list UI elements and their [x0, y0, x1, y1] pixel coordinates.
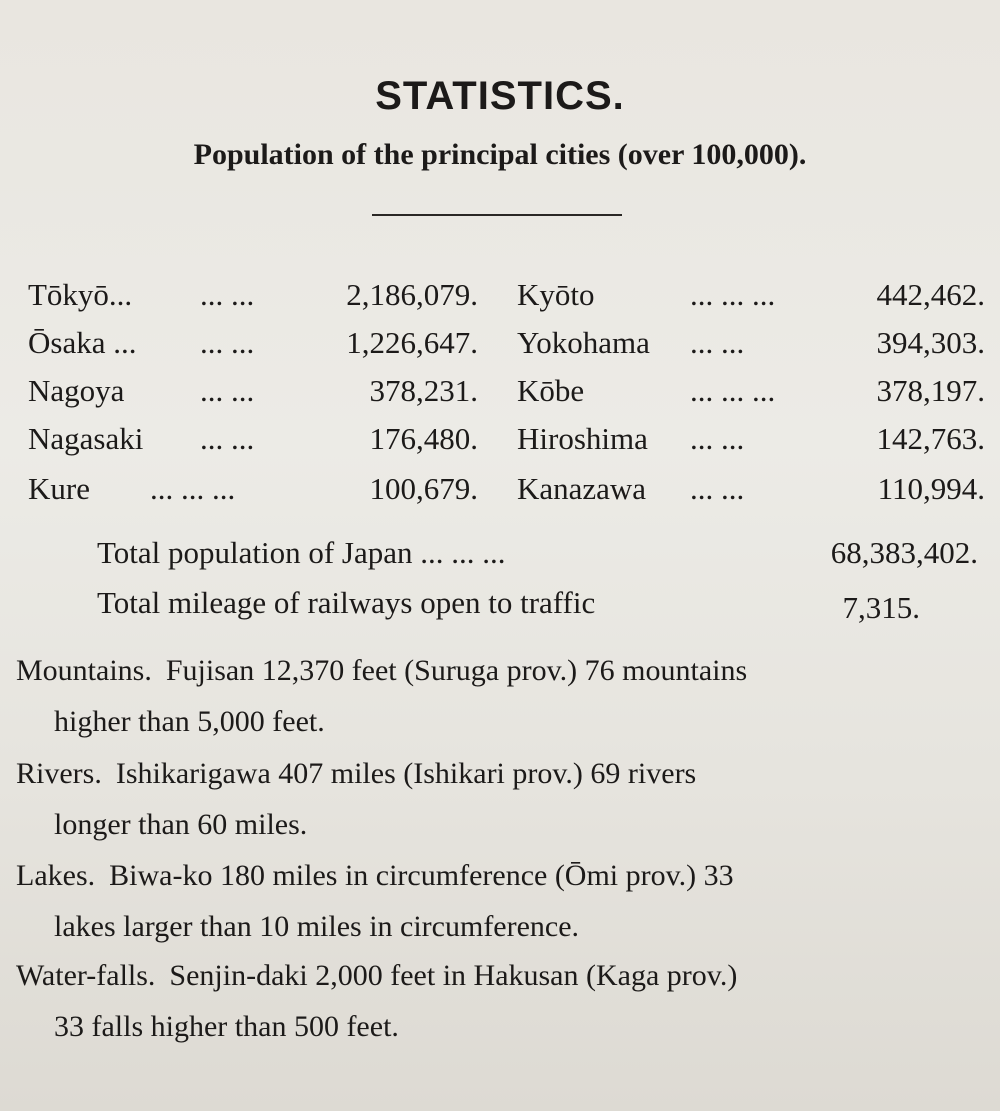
total-railway-label: Total mileage of railways open to traffic: [97, 585, 596, 620]
fact-text: Ishikarigawa 407 miles (Ishikari prov.) 69 rivers: [115, 757, 697, 790]
fact-text-continued: higher than 5,000 feet.: [54, 705, 325, 738]
divider: [372, 214, 622, 216]
city-name: Yokohama: [517, 325, 650, 360]
city-population: 100,679.: [369, 471, 478, 506]
city-population: 110,994.: [877, 471, 985, 506]
city-population: 142,763.: [876, 421, 985, 456]
city-name: Kanazawa: [517, 471, 647, 506]
city-row: [0, 421, 1000, 465]
city-name: Hiroshima: [517, 421, 648, 456]
page-title: STATISTICS.: [375, 74, 625, 118]
fact-text: Senjin-daki 2,000 feet in Hakusan (Kaga prov.): [169, 959, 738, 992]
city-population: 176,480.: [369, 421, 478, 456]
city-row: [0, 373, 1000, 417]
total-population-value: 68,383,402.: [830, 535, 978, 570]
city-row: [0, 471, 1000, 515]
city-population: 1,226,647.: [346, 325, 478, 360]
city-population: 378,231.: [369, 373, 478, 408]
leader-dots: ... ... ...: [690, 277, 776, 312]
leader-dots: ... ...: [200, 373, 255, 408]
total-railway-value: 7,315.: [842, 590, 920, 625]
city-population: 394,303.: [876, 325, 985, 360]
city-row: [0, 277, 1000, 321]
leader-dots: ... ...: [200, 325, 255, 360]
fact-paragraph: [16, 645, 991, 747]
fact-text: Fujisan 12,370 feet (Suruga prov.) 76 mountains: [165, 654, 748, 687]
leader-dots: ... ... ...: [150, 471, 236, 506]
city-name: Kōbe: [517, 373, 585, 408]
fact-text-continued: longer than 60 miles.: [54, 808, 308, 841]
fact-text-continued: 33 falls higher than 500 feet.: [54, 1010, 399, 1043]
leader-dots: ... ...: [200, 277, 255, 312]
fact-paragraph: [16, 850, 991, 952]
city-name: Kure: [28, 471, 90, 506]
city-population: 442,462.: [876, 277, 985, 312]
fact-text-continued: lakes larger than 10 miles in circumference.: [54, 910, 580, 943]
city-row: [0, 325, 1000, 369]
fact-heading: Mountains.: [16, 654, 152, 687]
fact-text: Biwa-ko 180 miles in circumference (Ōmi prov.) 33: [109, 859, 734, 892]
city-name: Kyōto: [517, 277, 595, 312]
fact-heading: Water-falls.: [16, 959, 156, 992]
city-population: 378,197.: [876, 373, 985, 408]
fact-heading: Rivers.: [16, 757, 102, 790]
city-name: Tōkyō...: [28, 277, 133, 312]
city-name: Nagasaki: [28, 421, 144, 456]
total-population-label: Total population of Japan ... ... ...: [97, 535, 506, 570]
leader-dots: ... ...: [200, 421, 255, 456]
fact-paragraph: [16, 748, 991, 850]
page-subtitle: Population of the principal cities (over 100,000).: [193, 138, 807, 171]
city-population: 2,186,079.: [346, 277, 478, 312]
leader-dots: ... ...: [690, 471, 745, 506]
fact-heading: Lakes.: [16, 859, 96, 892]
city-name: Ōsaka ...: [28, 325, 137, 360]
city-name: Nagoya: [28, 373, 125, 408]
leader-dots: ... ...: [690, 325, 745, 360]
leader-dots: ... ...: [690, 421, 745, 456]
leader-dots: ... ... ...: [690, 373, 776, 408]
fact-paragraph: [16, 950, 991, 1052]
